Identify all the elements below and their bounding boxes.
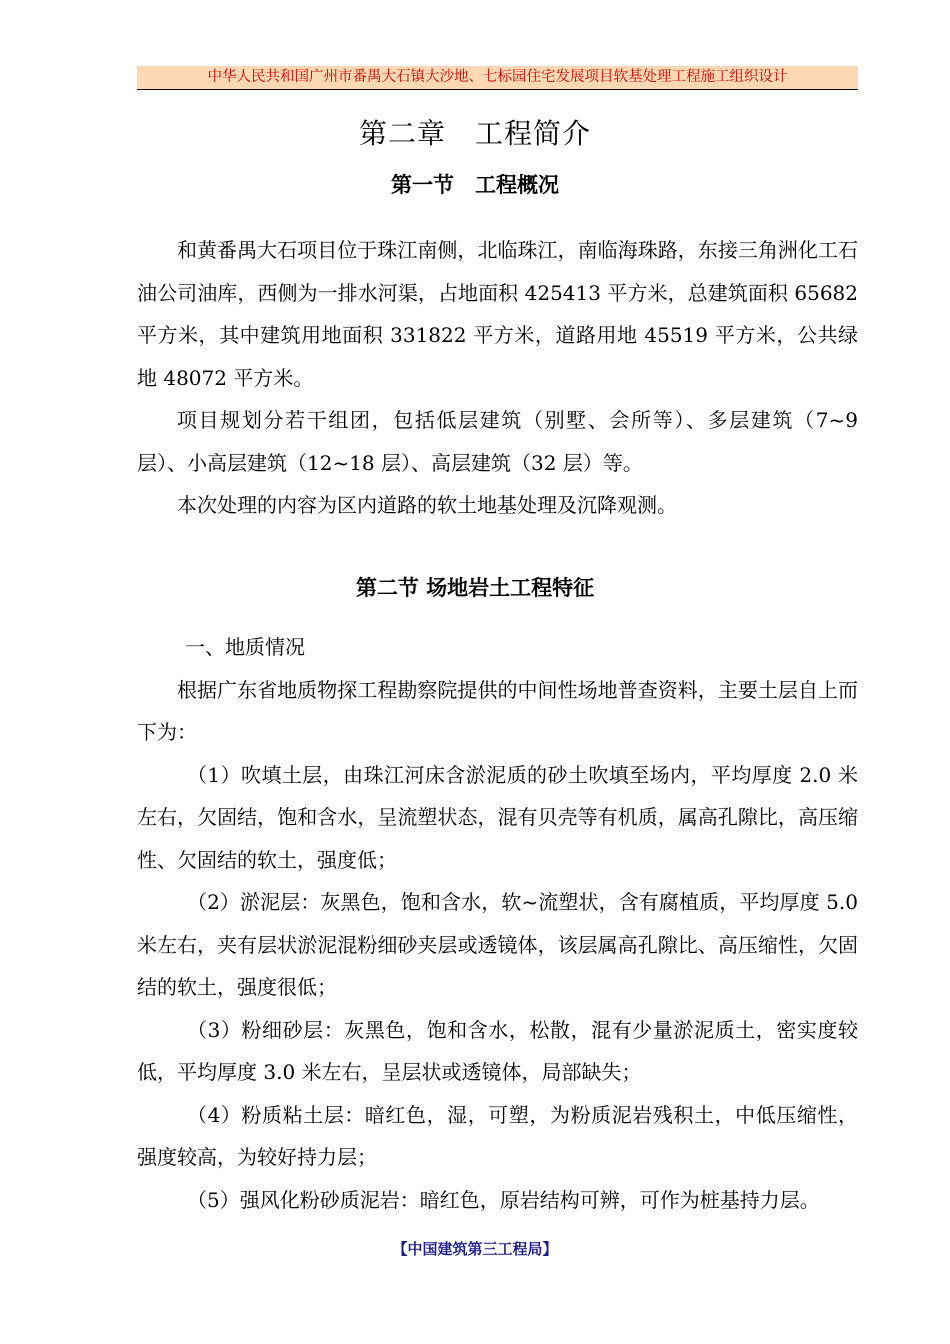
section-geotechnical-body (137, 626, 858, 1221)
page-footer: 【中国建筑第三工程局】 (392, 1240, 558, 1258)
page-header: 中华人民共和国广州市番禺大石镇大沙地、七标园住宅发展项目软基处理工程施工组织设计 (137, 66, 858, 90)
soil-layer-item: （1）吹填土层，由珠江河床含淤泥质的砂土吹填至场内，平均厚度 2.0 米左右，欠固结，饱和含水，呈流塑状态，混有贝壳等有机质，属高孔隙比，高压缩性、欠固结的软土，强度低； (137, 762, 858, 872)
section-title-overview: 第一节 工程概况 (391, 173, 559, 197)
paragraph: 项目规划分若干组团，包括低层建筑（别墅、会所等）、多层建筑（7~9 层）、小高层建筑（12~18 层）、高层建筑（32 层）等。 (137, 408, 858, 475)
paragraph: 本次处理的内容为区内道路的软土地基处理及沉降观测。 (177, 493, 677, 517)
soil-layer-item: （3）粉细砂层：灰黑色，饱和含水，松散，混有少量淤泥质土，密实度较低，平均厚度 3.0 米左右，呈层状或透镜体，局部缺失； (137, 1017, 858, 1084)
chapter-title: 第二章 工程简介 (358, 117, 591, 150)
soil-layer-item: （5）强风化粉砂质泥岩：暗红色，原岩结构可辨，可作为桩基持力层。 (187, 1187, 820, 1212)
paragraph: 根据广东省地质物探工程勘察院提供的中间性场地普查资料，主要土层自上而下为： (137, 677, 858, 744)
section-title-geotechnical: 第二节 场地岩土工程特征 (355, 576, 595, 600)
paragraph: 和黄番禺大石项目位于珠江南侧，北临珠江，南临海珠路，东接三角洲化工石油公司油库，西侧为一排水河渠，占地面积 425413 平方米，总建筑面积 65682 平方米，其中建筑用地面积 331822 平方米，道路用地 45519 平方米，公共绿地 48072 平方米。 (137, 238, 858, 390)
section-overview-body (137, 229, 858, 527)
subheading: 一、地质情况 (185, 635, 305, 659)
soil-layer-item: （2）淤泥层：灰黑色，饱和含水，软~流塑状，含有腐植质，平均厚度 5.0 米左右，夹有层状淤泥混粉细砂夹层或透镜体，该层属高孔隙比、高压缩性，欠固结的软土，强度很低； (137, 890, 858, 999)
soil-layer-item: （4）粉质粘土层：暗红色，湿，可塑，为粉质泥岩残积土，中低压缩性，强度较高，为较好持力层； (137, 1102, 858, 1169)
